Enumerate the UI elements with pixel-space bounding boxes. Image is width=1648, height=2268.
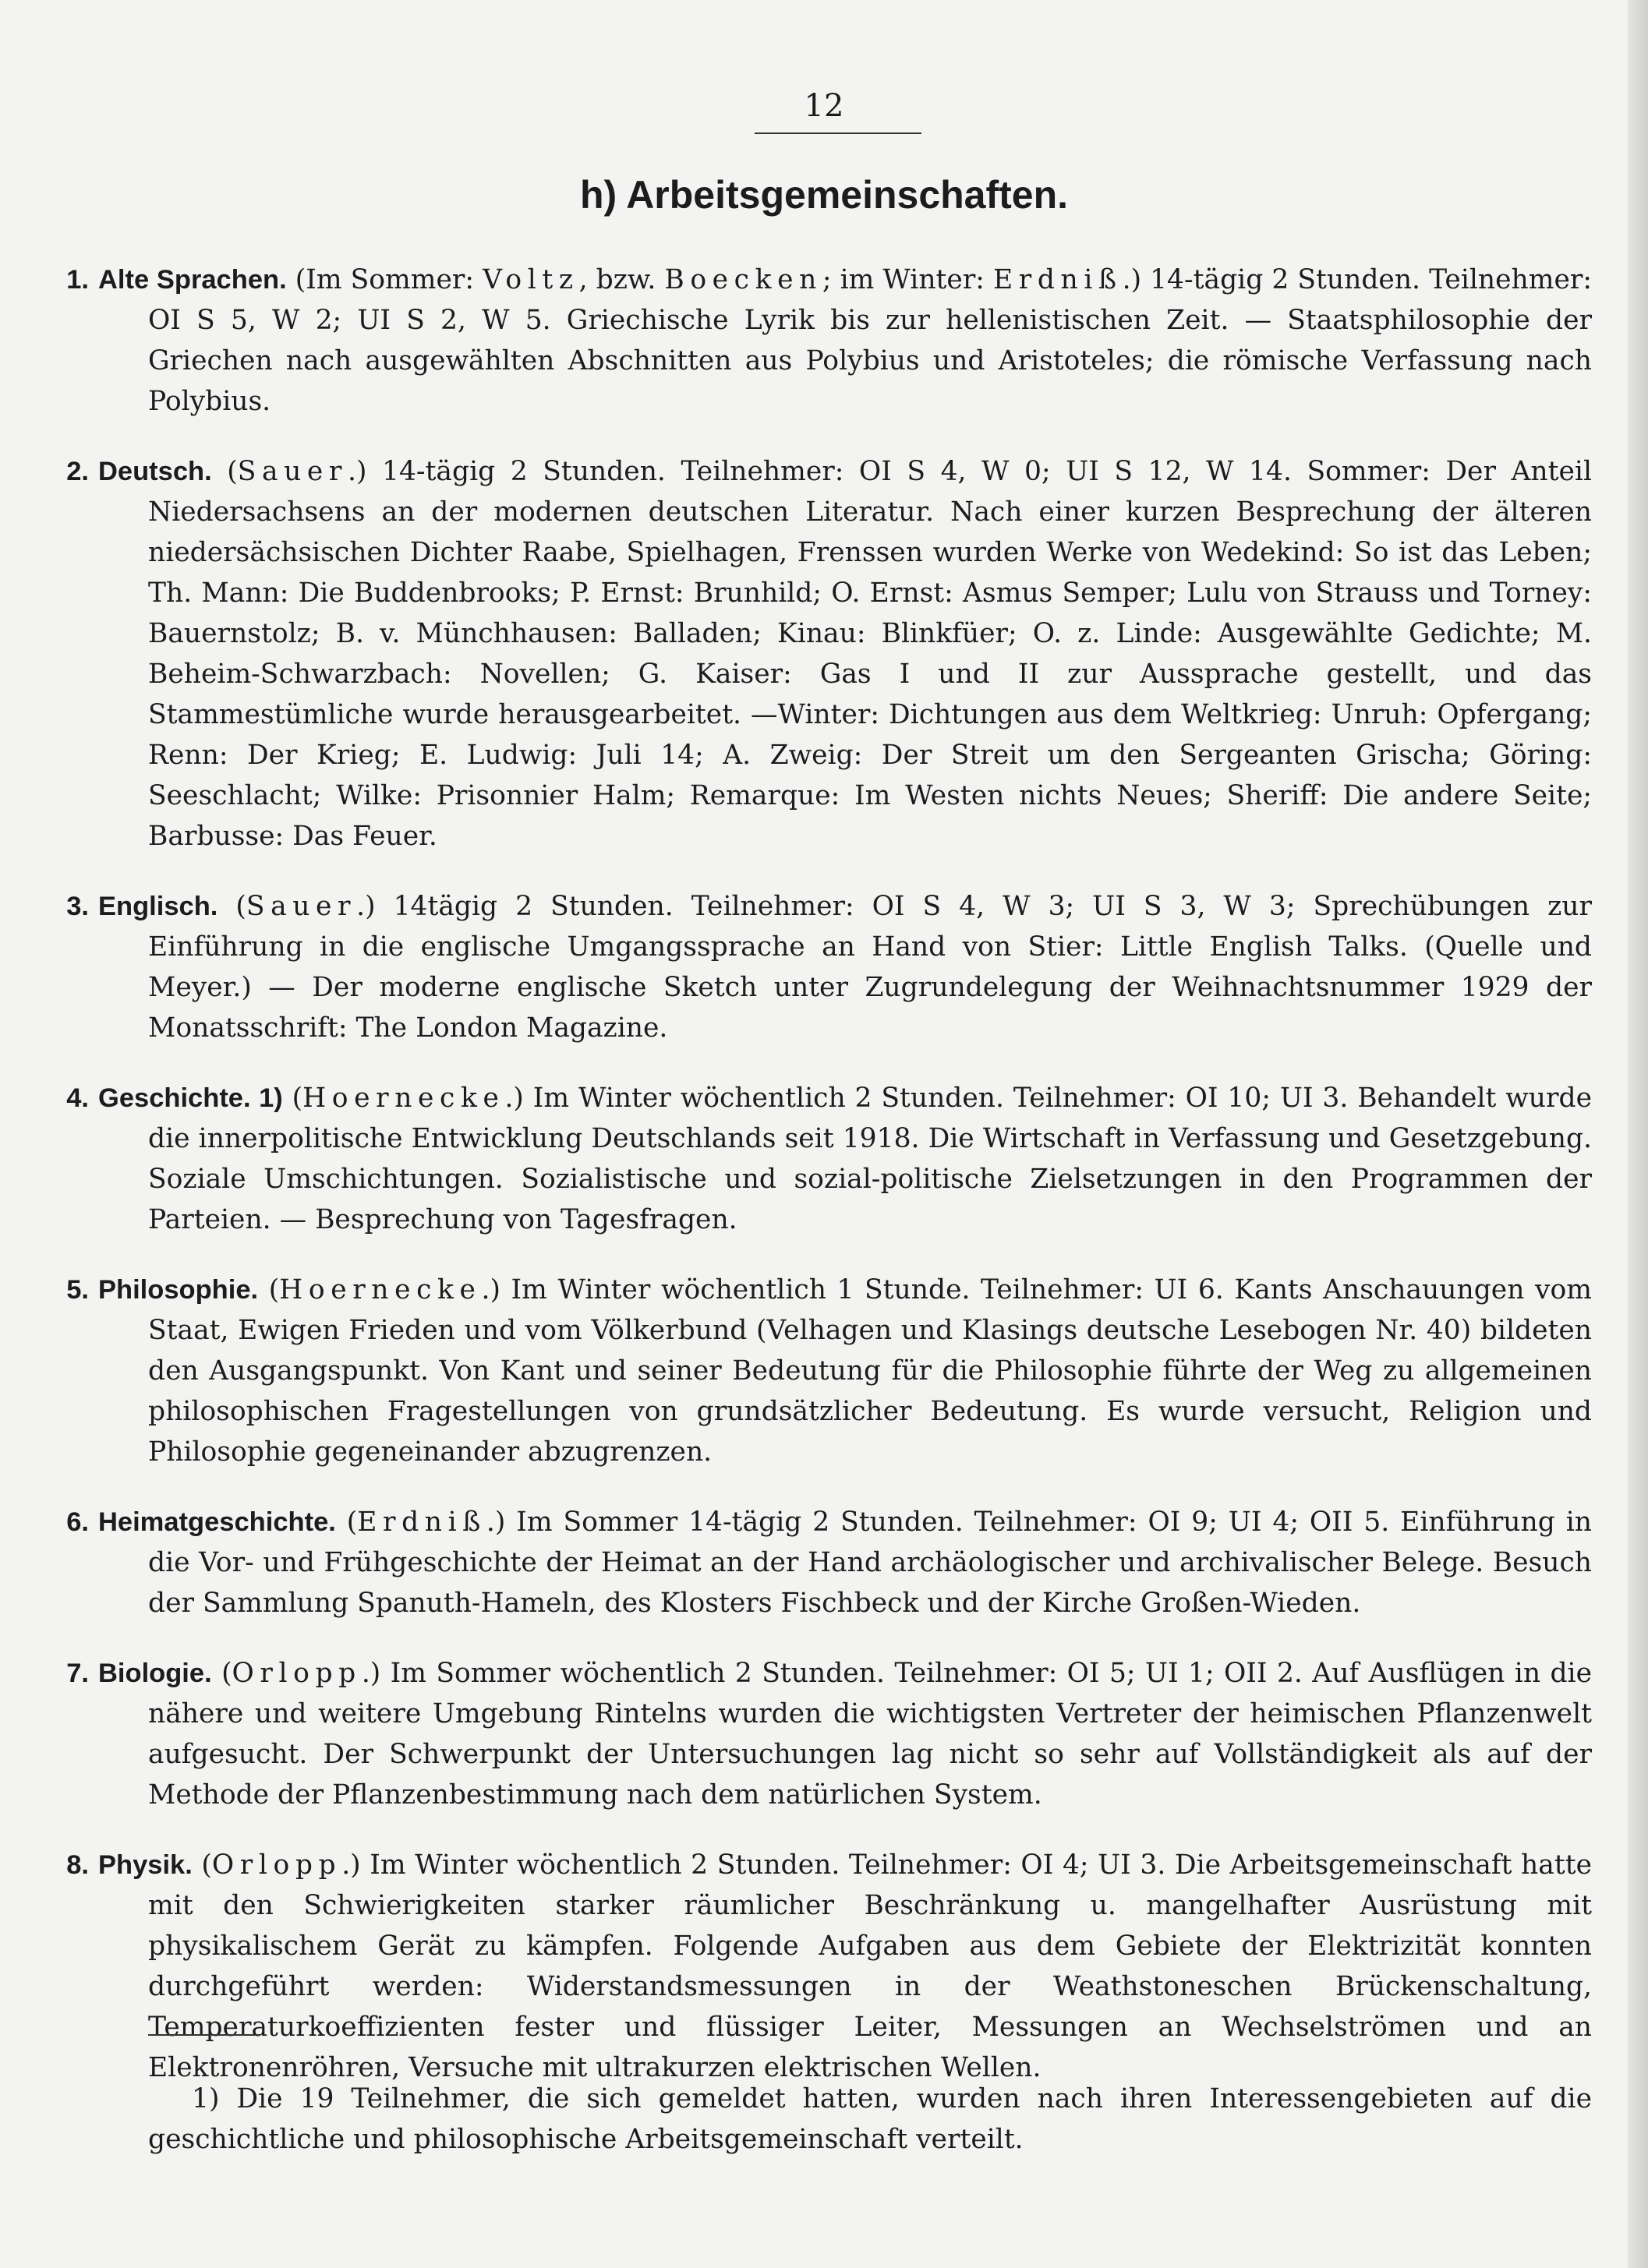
- entry-number: 4.: [66, 1083, 89, 1113]
- entry-title: Geschichte. 1): [98, 1083, 283, 1113]
- entry-text: (Im Sommer:: [295, 263, 483, 295]
- entry-alte-sprachen: [48, 260, 1592, 422]
- section-heading: h) Arbeitsgemeinschaften.: [579, 173, 1069, 217]
- entry-number: 2.: [66, 456, 89, 486]
- footnote-rule: [148, 2034, 260, 2036]
- entry-text: , bzw.: [578, 263, 665, 295]
- entry-philosophie: [48, 1270, 1592, 1472]
- entry-text: (: [201, 1849, 212, 1881]
- entry-title: Physik.: [98, 1849, 193, 1880]
- teacher-name: Erdniß: [357, 1506, 486, 1538]
- entry-number: 3.: [66, 891, 89, 921]
- entry-title: Heimatgeschichte.: [98, 1507, 336, 1537]
- teacher-name: Erdniß: [993, 263, 1123, 295]
- teacher-name: Boecken: [664, 263, 822, 295]
- entry-text: (: [346, 1506, 358, 1538]
- entry-number: 5.: [66, 1274, 89, 1305]
- entry-number: 6.: [66, 1507, 89, 1537]
- entry-title: Deutsch.: [98, 456, 212, 486]
- entry-title: Philosophie.: [98, 1274, 259, 1305]
- teacher-name: Hoernecke: [279, 1274, 482, 1305]
- page-number: 12: [804, 88, 844, 124]
- entry-text: .) Im Winter wöchentlich 2 Stunden. Teilnehmer: OI 4; UI 3. Die Arbeitsgemeinschaft hatte mit den Schwierigkeiten starker räumlicher Beschränkung u. mangelhafter Ausrüstung mit physikalischem Gerät zu kämpfen. Folgende Aufgaben aus dem Gebiete der Elektrizität konnten durchgeführt werden: Widerstandsmessungen in der Weathstoneschen Brückenschaltung, Temperaturkoeffizienten fester und flüssiger Leiter, Messungen an Wechselströmen und an Elektronenröhren, Versuche mit ultrakurzen elektrischen Wellen.: [148, 1849, 1592, 2083]
- entry-physik: [48, 1845, 1592, 2088]
- entry-text: (: [268, 1274, 280, 1305]
- entry-number: 1.: [66, 264, 89, 295]
- entry-list: [48, 232, 1592, 2118]
- teacher-name: Sauer: [246, 890, 357, 922]
- footnote: [148, 2079, 1592, 2160]
- entry-number: 7.: [66, 1658, 89, 1688]
- entry-englisch: [48, 886, 1592, 1048]
- teacher-name: Voltz: [483, 263, 579, 295]
- entry-biologie: [48, 1653, 1592, 1815]
- entry-text: .) 14-tägig 2 Stunden. Teilnehmer: OI S 5, W 2; UI S 2, W 5. Griechische Lyrik bis zur hellenistischen Zeit. — Staatsphilosophie der Griechen nach ausgewählten Abschnitten aus Polybius und Aristoteles; die römische Verfassung nach Polybius.: [148, 263, 1592, 417]
- entry-text: (: [235, 890, 246, 922]
- entry-geschichte: [48, 1078, 1592, 1240]
- entry-title: Englisch.: [98, 891, 218, 921]
- entry-heimatgeschichte: [48, 1502, 1592, 1623]
- entry-text: .) Im Sommer wöchentlich 2 Stunden. Teilnehmer: OI 5; UI 1; OII 2. Auf Ausflügen in die nähere und weitere Umgebung Rintelns wurden die wichtigsten Vertreter der heimischen Pflanzenwelt aufgesucht. Der Schwerpunkt der Untersuchungen lag nicht so sehr auf Vollständigkeit als auf der Methode der Pflanzenbestimmung nach dem natürlichen System.: [148, 1657, 1592, 1811]
- entry-text: ; im Winter:: [822, 263, 993, 295]
- entry-text: .) Im Winter wöchentlich 1 Stunde. Teilnehmer: UI 6. Kants Anschauungen vom Staat, Ewigen Frieden und vom Völkerbund (Velhagen und Klasings deutsche Lesebogen Nr. 40) bildeten den Ausgangspunkt. Von Kant und seiner Bedeutung für die Philosophie führte der Weg zu allgemeinen philosophischen Fragestellungen von grundsätzlicher Bedeutung. Es wurde versucht, Religion und Philosophie gegeneinander abzugrenzen.: [148, 1274, 1592, 1468]
- teacher-name: Orlopp: [232, 1657, 362, 1689]
- entry-text: (: [221, 1657, 232, 1689]
- footnote-marker: 1): [192, 2083, 220, 2114]
- page-edge: [1628, 0, 1648, 2268]
- entry-title: Alte Sprachen.: [98, 264, 287, 295]
- teacher-name: Orlopp: [211, 1849, 342, 1881]
- entry-text: .) Im Winter wöchentlich 2 Stunden. Teilnehmer: OI 10; UI 3. Behandelt wurde die innerpolitische Entwicklung Deutschlands seit 1918. Die Wirtschaft in Verfassung und Gesetzgebung. Soziale Umschichtungen. Sozialistische und sozial-politische Zielsetzungen in den Programmen der Parteien. — Besprechung von Tagesfragen.: [148, 1082, 1592, 1235]
- teacher-name: Sauer: [237, 455, 348, 487]
- page-number-rule: [755, 132, 921, 134]
- entry-number: 8.: [66, 1849, 89, 1880]
- entry-text: (: [227, 455, 238, 487]
- entry-title: Biologie.: [98, 1658, 212, 1688]
- teacher-name: Hoernecke: [302, 1082, 505, 1114]
- entry-deutsch: [48, 451, 1592, 857]
- entry-text: .) Im Sommer 14-tägig 2 Stunden. Teilnehmer: OI 9; UI 4; OII 5. Einführung in die Vor- und Frühgeschichte der Heimat an der Hand archäologischer und archivalischer Belege. Besuch der Sammlung Spanuth-Hameln, des Klosters Fischbeck und der Kirche Großen-Wieden.: [148, 1506, 1592, 1619]
- footnote-text: Die 19 Teilnehmer, die sich gemeldet hatten, wurden nach ihren Interessengebieten auf die geschichtliche und philosophische Arbeitsgemeinschaft verteilt.: [148, 2083, 1592, 2155]
- entry-text: .) 14-tägig 2 Stunden. Teilnehmer: OI S 4, W 0; UI S 12, W 14. Sommer: Der Anteil Niedersachsens an der modernen deutschen Literatur. Nach einer kurzen Besprechung der älteren niedersächsischen Dichter Raabe, Spielhagen, Frenssen wurden Werke von Wedekind: So ist das Leben; Th. Mann: Die Buddenbrooks; P. Ernst: Brunhild; O. Ernst: Asmus Semper; Lulu von Strauss und Torney: Bauernstolz; B. v. Münchhausen: Balladen; Kinau: Blinkfüer; O. z. Linde: Ausgewählte Gedichte; M. Beheim-Schwarzbach: Novellen; G. Kaiser: Gas I und II zur Aussprache gestellt, und das Stammestümliche wurde herausgearbeitet. —Winter: Dichtungen aus dem Weltkrieg: Unruh: Opfergang; Renn: Der Krieg; E. Ludwig: Juli 14; A. Zweig: Der Streit um den Sergeanten Grischa; Göring: Seeschlacht; Wilke: Prisonnier Halm; Remarque: Im Westen nichts Neues; Sheriff: Die andere Seite; Barbusse: Das Feuer.: [148, 455, 1593, 852]
- entry-text: (: [292, 1082, 303, 1114]
- entry-text: .) 14tägig 2 Stunden. Teilnehmer: OI S 4, W 3; UI S 3, W 3; Sprechübungen zur Einführung in die englische Umgangssprache an Hand von Stier: Little English Talks. (Quelle und Meyer.) — Der moderne englische Sketch unter Zugrundelegung der Weihnachtsnummer 1929 der Monatsschrift: The London Magazine.: [148, 890, 1593, 1044]
